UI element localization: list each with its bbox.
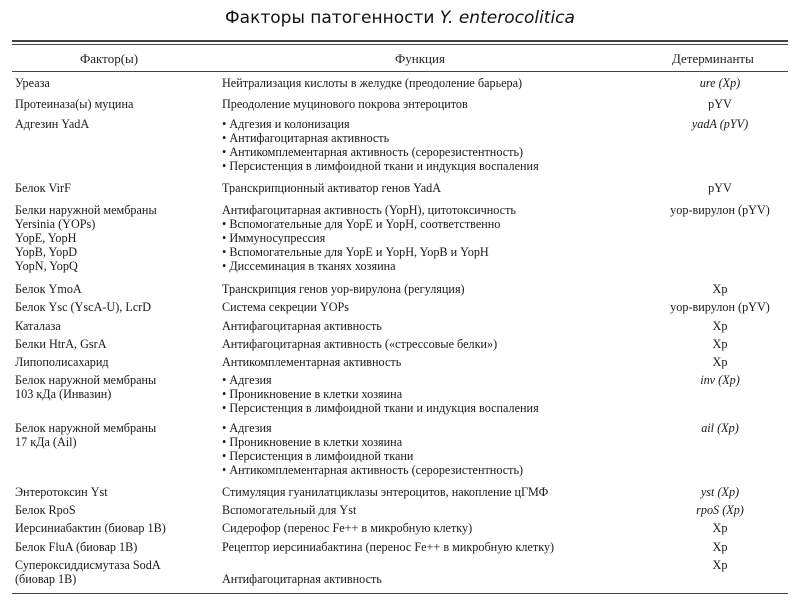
determinant-text: pYV	[708, 181, 732, 195]
factor-cell	[15, 373, 215, 401]
cell-line: Сидерофор (перенос Fe++ в микробную клетку)	[222, 521, 473, 535]
determinant-text: Xp	[712, 337, 728, 351]
cell-line: • Персистенция в лимфоидной ткани и индукция воспаления	[222, 159, 539, 173]
function-cell	[222, 540, 652, 554]
factor-cell	[15, 97, 215, 111]
cell-line: • Антикомплементарная активность (серорезистентность)	[222, 145, 524, 159]
cell-line: Антифагоцитарная активность	[222, 572, 382, 586]
factor-cell	[15, 503, 215, 517]
determinant-text: inv (Xp)	[700, 373, 740, 387]
determinant-cell	[650, 503, 790, 517]
cell-line: • Адгезия и колонизация	[222, 117, 350, 131]
factor-cell	[15, 282, 215, 296]
determinant-text: Xp	[712, 558, 728, 572]
cell-line: Антифагоцитарная активность (YopH), цитотоксичность	[222, 203, 516, 217]
cell-line: • Адгезия	[222, 373, 272, 387]
determinant-cell	[650, 282, 790, 296]
cell-line: Энтеротоксин Yst	[15, 485, 108, 499]
determinant-cell	[650, 558, 790, 572]
cell-line: Антифагоцитарная активность («стрессовые белки»)	[222, 337, 498, 351]
cell-line: • Антикомплементарная активность (серорезистентность)	[222, 463, 524, 477]
cell-line: Белок YmoA	[15, 282, 82, 296]
page-title	[0, 8, 800, 28]
cell-line: Протеиназа(ы) муцина	[15, 97, 134, 111]
determinant-cell	[650, 300, 790, 314]
determinant-cell	[650, 337, 790, 351]
function-cell	[222, 421, 652, 477]
function-cell	[222, 97, 652, 111]
determinant-text: pYV	[708, 97, 732, 111]
determinant-cell	[650, 97, 790, 111]
determinant-text: Xp	[712, 540, 728, 554]
factor-cell	[15, 558, 215, 586]
function-cell	[222, 373, 652, 415]
cell-line: Белки HtrA, GsrA	[15, 337, 107, 351]
determinant-cell	[650, 319, 790, 333]
cell-line: • Проникновение в клетки хозяина	[222, 435, 403, 449]
cell-line: YopB, YopD	[15, 245, 78, 259]
cell-line: Рецептор иерсиниабактина (перенос Fe++ в микробную клетку)	[222, 540, 555, 554]
title-species: Y. enterocolitica	[439, 8, 575, 28]
determinant-cell	[650, 117, 790, 131]
determinant-cell	[650, 355, 790, 369]
determinant-text: ail (Xp)	[701, 421, 739, 435]
cell-line: YopE, YopH	[15, 231, 77, 245]
factor-cell	[15, 540, 215, 554]
function-cell	[222, 355, 652, 369]
function-cell	[222, 282, 652, 296]
determinant-cell	[650, 540, 790, 554]
function-cell	[222, 117, 652, 173]
cell-line: • Иммуносупрессия	[222, 231, 326, 245]
cell-line: Транскрипция генов yop-вирулона (регуляция)	[222, 282, 465, 296]
function-cell	[222, 521, 652, 535]
cell-line: 17 кДа (Ail)	[15, 435, 77, 449]
cell-line: Белок наружной мембраны	[15, 421, 157, 435]
cell-line: (биовар 1B)	[15, 572, 77, 586]
cell-line: YopN, YopQ	[15, 259, 78, 273]
cell-line: Транскрипционный активатор генов YadA	[222, 181, 442, 195]
cell-line: • Вспомогательные для YopE и YopH, YopB и YopH	[222, 245, 489, 259]
determinant-text: rpoS (Xp)	[696, 503, 744, 517]
cell-line: 103 кДа (Инвазин)	[15, 387, 112, 401]
header-factor: Фактор(ы)	[80, 51, 139, 66]
determinant-text: Xp	[712, 282, 728, 296]
determinant-text: Xp	[712, 521, 728, 535]
cell-line: Уреаза	[15, 76, 50, 90]
cell-line: Преодоление муцинового покрова энтероцитов	[222, 97, 468, 111]
bottom-rule	[12, 593, 788, 594]
factor-cell	[15, 319, 215, 333]
factor-cell	[15, 485, 215, 499]
determinant-text: Xp	[712, 355, 728, 369]
function-cell	[222, 300, 652, 314]
function-cell	[222, 558, 652, 586]
cell-line: • Вспомогательные для YopE и YopH, соответственно	[222, 217, 501, 231]
cell-line: • Диссеминация в тканях хозяина	[222, 259, 396, 273]
cell-line: Нейтрализация кислоты в желудке (преодоление барьера)	[222, 76, 523, 90]
determinant-cell	[650, 181, 790, 195]
factor-cell	[15, 117, 215, 131]
cell-line: Белок Ysc (YscA-U), LcrD	[15, 300, 152, 314]
factor-cell	[15, 521, 215, 535]
header-determinants: Детерминанты	[672, 51, 754, 66]
determinant-cell	[650, 521, 790, 535]
header-function: Функция	[395, 51, 445, 66]
determinant-cell	[650, 485, 790, 499]
cell-line: Белок FluA (биовар 1B)	[15, 540, 138, 554]
function-cell	[222, 503, 652, 517]
header-rule-top	[12, 44, 788, 45]
cell-line: • Проникновение в клетки хозяина	[222, 387, 403, 401]
determinant-text: ure (Xp)	[699, 76, 741, 90]
cell-line: Супероксиддисмутаза SodA	[15, 558, 161, 572]
cell-line: Белок наружной мембраны	[15, 373, 157, 387]
factor-cell	[15, 337, 215, 351]
function-cell	[222, 337, 652, 351]
header-rule-bottom	[12, 71, 788, 72]
determinant-text: Xp	[712, 319, 728, 333]
cell-line: Иерсиниабактин (биовар 1B)	[15, 521, 166, 535]
cell-line: Липополисахарид	[15, 355, 109, 369]
cell-line: Антифагоцитарная активность	[222, 319, 382, 333]
factor-cell	[15, 203, 215, 273]
cell-line: Система секреции YOPs	[222, 300, 350, 314]
cell-line: Белки наружной мембраны	[15, 203, 157, 217]
determinant-text: yop-вирулон (pYV)	[670, 203, 770, 217]
function-cell	[222, 485, 652, 499]
function-cell	[222, 76, 652, 90]
cell-line: • Персистенция в лимфоидной ткани и индукция воспаления	[222, 401, 539, 415]
title-text: Факторы патогенности	[225, 8, 440, 28]
determinant-text: yst (Xp)	[700, 485, 740, 499]
cell-line: • Антифагоцитарная активность	[222, 131, 390, 145]
function-cell	[222, 203, 652, 273]
factor-cell	[15, 181, 215, 195]
cell-line: Стимуляция гуанилатциклазы энтероцитов, накопление цГМФ	[222, 485, 549, 499]
factor-cell	[15, 76, 215, 90]
function-cell	[222, 319, 652, 333]
determinant-cell	[650, 203, 790, 217]
factor-cell	[15, 300, 215, 314]
cell-line: Белок RpoS	[15, 503, 76, 517]
cell-line: Белок VirF	[15, 181, 71, 195]
cell-line: Каталаза	[15, 319, 61, 333]
function-cell	[222, 181, 652, 195]
cell-line: Yersinia (YOPs)	[15, 217, 96, 231]
determinant-text: yadA (pYV)	[691, 117, 749, 131]
top-rule	[12, 40, 788, 42]
factor-cell	[15, 421, 215, 449]
cell-line: Антикомплементарная активность	[222, 355, 402, 369]
cell-line: • Адгезия	[222, 421, 272, 435]
cell-line	[222, 558, 652, 572]
determinant-cell	[650, 421, 790, 435]
cell-line: • Персистенция в лимфоидной ткани	[222, 449, 414, 463]
determinant-text: yop-вирулон (pYV)	[670, 300, 770, 314]
determinant-cell	[650, 373, 790, 387]
cell-line: Вспомогательный для Yst	[222, 503, 357, 517]
determinant-cell	[650, 76, 790, 90]
factor-cell	[15, 355, 215, 369]
cell-line: Адгезин YadA	[15, 117, 90, 131]
